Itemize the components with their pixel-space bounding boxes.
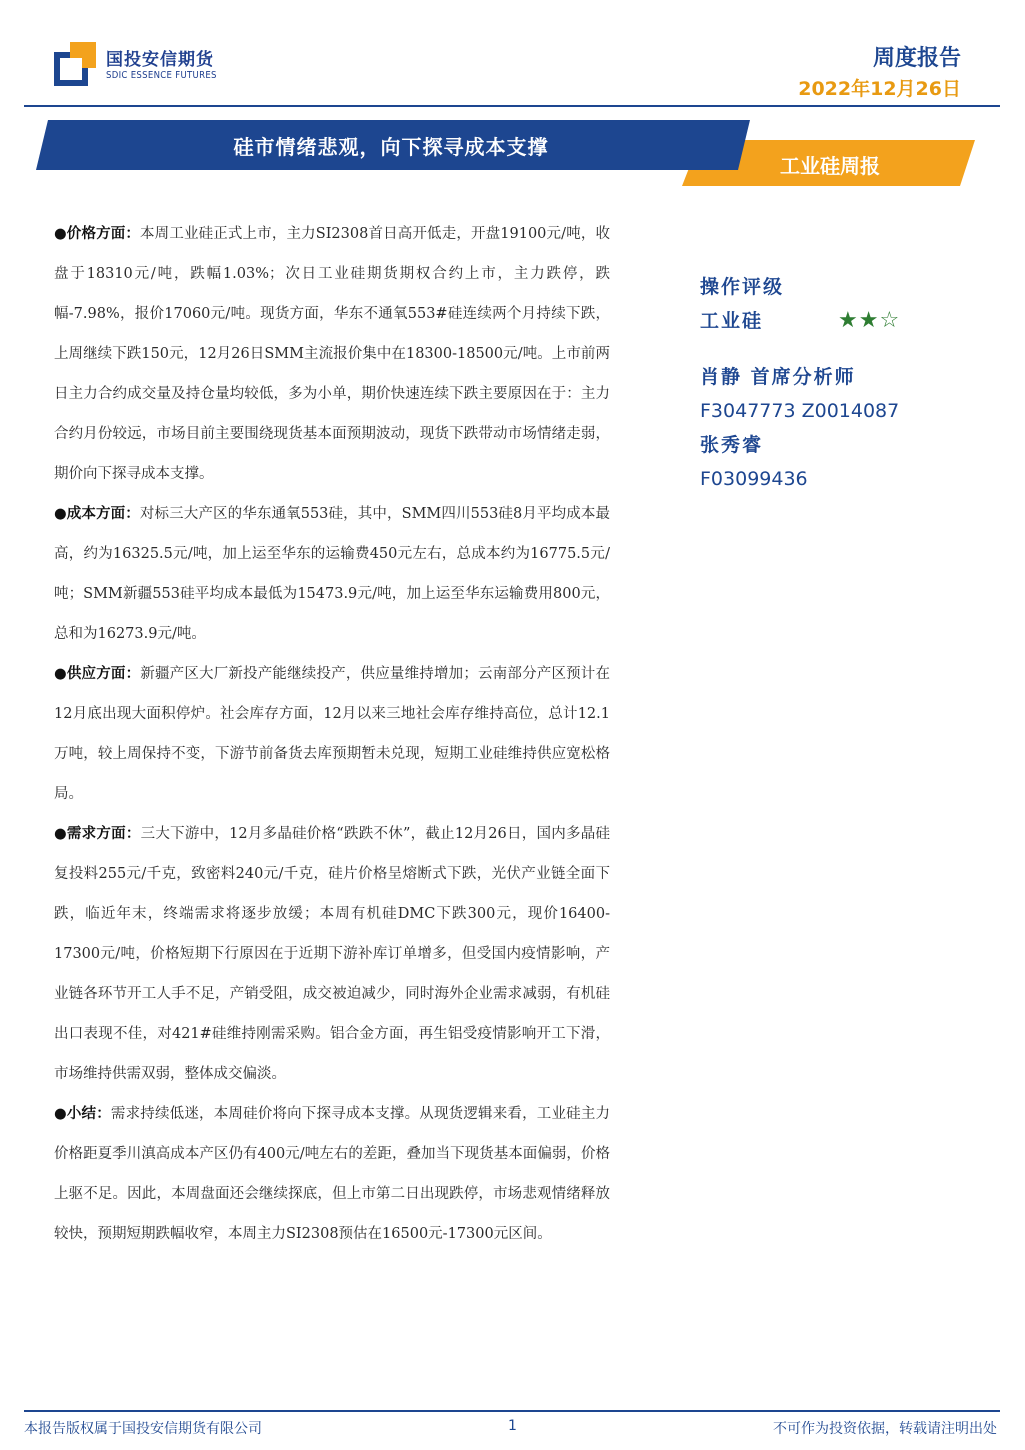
section-text: 三大下游中，12月多晶硅价格“跌跌不休”，截止12月26日，国内多晶硅复投料255元/千克，致密料240元/千克，硅片价格呈熔断式下跌，光伏产业链全面下跌，临近年末，终端需求将逐步放缓；本周有机硅DMC下跌300元，现价16400-17300元/吨，价格短期下行原因在于近期下游补库订单增多，但受国内疫情影响，产业链各环节开工人手不足，产销受阻，成交被迫减少，同时海外企业需求减弱，有机硅出口表现不佳，对421#硅维持刚需采购。铝合金方面，再生铝受疫情影响开工下滑，市场维持供需双弱，整体成交偏淡。	[54, 826, 610, 1082]
sidebar	[700, 270, 1000, 496]
analyst-name: 张秀睿	[700, 434, 764, 456]
rating-row	[700, 304, 1000, 338]
report-body	[54, 214, 610, 1254]
page-number: 1	[508, 1418, 517, 1434]
section-label: ●需求方面：	[54, 826, 141, 842]
report-type: 周度报告	[872, 46, 961, 71]
footer-divider	[24, 1410, 1000, 1412]
logo-chinese-name: 国投安信期货	[106, 50, 214, 70]
header-divider	[24, 105, 1000, 107]
report-category-tag: 工业硅周报	[780, 154, 880, 178]
star-rating-icon: ★★☆	[838, 308, 901, 333]
analyst-certificate: F3047773 Z0014087	[700, 400, 900, 422]
footer-copyright: 本报告版权属于国投安信期货有限公司	[24, 1421, 262, 1437]
rating-heading: 操作评级	[700, 276, 785, 298]
section-label: ●成本方面：	[54, 506, 140, 522]
section-text: 对标三大产区的华东通氧553硅，其中，SMM四川553硅8月平均成本最高，约为16325.5元/吨，加上运至华东的运输费450元左右，总成本约为16775.5元/吨；SMM新疆553硅平均成本最低为15473.9元/吨，加上运至华东运输费用800元，总和为16273.9元/吨。	[54, 506, 611, 642]
analyst-certificate: F03099436	[700, 468, 808, 490]
report-date: 2022年12月26日	[798, 78, 961, 100]
section-label: ●供应方面：	[54, 666, 141, 682]
analyst-name: 肖静 首席分析师	[700, 366, 856, 388]
section-label: ●小结：	[54, 1106, 111, 1122]
section-summary	[54, 1094, 610, 1254]
section-label: ●价格方面：	[54, 226, 141, 242]
section-supply	[54, 654, 610, 814]
section-text: 需求持续低迷，本周硅价将向下探寻成本支撑。从现货逻辑来看，工业硅主力价格距夏季川滇高成本产区仍有400元/吨左右的差距，叠加当下现货基本面偏弱，价格上驱不足。因此，本周盘面还会继续探底，但上市第二日出现跌停，市场悲观情绪释放较快，预期短期跌幅收窄，本周主力SI2308预估在16500元-17300元区间。	[54, 1106, 611, 1242]
report-title: 硅市情绪悲观，向下探寻成本支撑	[233, 135, 549, 159]
rating-product: 工业硅	[700, 310, 764, 332]
company-logo	[54, 42, 254, 92]
logo-english-name: SDIC ESSENCE FUTURES	[106, 70, 217, 81]
footer-disclaimer: 不可作为投资依据，转载请注明出处	[773, 1421, 997, 1437]
section-cost	[54, 494, 610, 654]
logo-mark-icon	[54, 42, 98, 86]
section-text: 本周工业硅正式上市，主力SI2308首日高开低走，开盘19100元/吨，收盘于18310元/吨，跌幅1.03%；次日工业硅期货期权合约上市，主力跌停，跌幅-7.98%，报价17060元/吨。现货方面，华东不通氧553#硅连续两个月持续下跌，上周继续下跌150元，12月26日SMM主流报价集中在18300-18500元/吨。上市前两日主力合约成交量及持仓量均较低，多为小单，期价快速连续下跌主要原因在于：主力合约月份较远，市场目前主要围绕现货基本面预期波动，现货下跌带动市场情绪走弱，期价向下探寻成本支撑。	[54, 226, 611, 482]
section-text: 新疆产区大厂新投产能继续投产，供应量维持增加；云南部分产区预计在12月底出现大面积停炉。社会库存方面，12月以来三地社会库存维持高位，总计12.1万吨，较上周保持不变，下游节前备货去库预期暂未兑现，短期工业硅维持供应宽松格局。	[54, 666, 610, 802]
section-demand	[54, 814, 610, 1094]
section-price	[54, 214, 610, 494]
